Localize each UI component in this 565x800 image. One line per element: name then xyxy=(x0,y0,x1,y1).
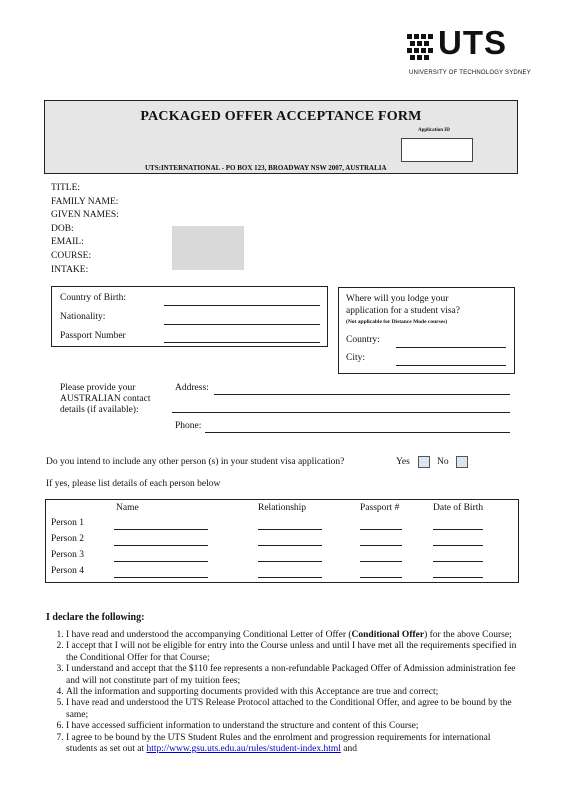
declaration-heading: I declare the following: xyxy=(46,612,145,623)
persons-instruction: If yes, please list details of each person below xyxy=(46,479,221,489)
contact-prompt-line1: Please provide your xyxy=(60,383,136,393)
student-rules-link[interactable]: http://www.gsu.uts.edu.au/rules/student-index.html xyxy=(146,744,341,755)
uts-logo xyxy=(407,24,531,90)
other-persons-question: Do you intend to include any other person (s) in your student visa application? xyxy=(46,457,345,467)
column-header-passport: Passport # xyxy=(360,503,400,513)
visa-lodgement-box xyxy=(338,287,515,374)
uts-logo-word: UTS xyxy=(438,24,507,61)
passport-number-label: Passport Number xyxy=(60,331,126,341)
declaration-item xyxy=(66,698,520,721)
declaration-item-bold: Conditional Offer xyxy=(351,630,425,640)
email-label: EMAIL: xyxy=(51,237,84,248)
given-names-label: GIVEN NAMES: xyxy=(51,210,119,221)
declaration-item-text: I have read and understood the UTS Release Protocol attached to the Conditional Offer, and agree to be bound by the same; xyxy=(66,698,512,720)
person-2-name-field[interactable] xyxy=(114,545,208,546)
declaration-item-text: I accept that I will not be eligible for entry into the Course unless and until I have met all the requirements specified in the Conditional Offer for that Course; xyxy=(66,641,517,663)
declaration-item-text: All the information and supporting documents provided with this Acceptance are true and correct; xyxy=(66,687,439,698)
contact-address-label: Address: xyxy=(175,383,209,393)
birth-details-box xyxy=(51,286,328,347)
title-label: TITLE: xyxy=(51,183,81,193)
person-row-label: Person 1 xyxy=(51,518,84,528)
passport-number-field[interactable] xyxy=(164,342,320,343)
column-header-relationship: Relationship xyxy=(258,503,307,513)
form-title: PACKAGED OFFER ACCEPTANCE FORM xyxy=(140,109,422,124)
declaration-item-text: I have accessed sufficient information to understand the structure and content of this Course; xyxy=(66,721,419,732)
contact-address-field-2[interactable] xyxy=(172,412,510,413)
person-row-label: Person 2 xyxy=(51,534,84,544)
contact-prompt-line2: AUSTRALIAN contact xyxy=(60,394,151,404)
declaration-item-text: I agree to be bound by the UTS Student Rules and the enrolment and progression requirements for international students as set out at xyxy=(66,732,491,755)
contact-prompt-line3: details (if available): xyxy=(60,405,139,415)
column-header-dob: Date of Birth xyxy=(433,503,484,513)
application-id-field[interactable] xyxy=(401,138,473,162)
dob-label: DOB: xyxy=(51,223,74,234)
uts-logo-mark-icon xyxy=(407,34,435,60)
visa-city-label: City: xyxy=(346,353,366,363)
no-label: No xyxy=(437,457,449,467)
person-1-dob-field[interactable] xyxy=(433,529,483,530)
course-label: COURSE: xyxy=(51,250,92,261)
declaration-item xyxy=(66,687,520,698)
visa-question-line1: Where will you lodge your xyxy=(346,294,449,304)
uts-logo-subtitle: UNIVERSITY OF TECHNOLOGY SYDNEY xyxy=(409,70,531,76)
person-1-name-field[interactable] xyxy=(114,529,208,530)
person-2-dob-field[interactable] xyxy=(433,545,483,546)
no-checkbox[interactable] xyxy=(456,456,468,468)
declaration-item xyxy=(66,721,520,732)
yes-label: Yes xyxy=(396,457,410,467)
intake-label: INTAKE: xyxy=(51,264,89,275)
person-3-passport-field[interactable] xyxy=(360,561,402,562)
contact-address-field-1[interactable] xyxy=(214,394,510,395)
person-1-passport-field[interactable] xyxy=(360,529,402,530)
nationality-field[interactable] xyxy=(164,324,320,325)
contact-phone-field[interactable] xyxy=(205,432,510,433)
person-4-name-field[interactable] xyxy=(114,577,208,578)
family-name-label: FAMILY NAME: xyxy=(51,196,119,207)
visa-note: (Not applicable for Distance Mode courses) xyxy=(346,319,448,325)
declaration-item xyxy=(66,733,520,756)
person-2-relationship-field[interactable] xyxy=(258,545,322,546)
redacted-area xyxy=(172,226,244,270)
column-header-name: Name xyxy=(116,503,139,513)
declaration-item-text: and xyxy=(340,744,357,755)
contact-prompt xyxy=(60,383,151,416)
visa-country-label: Country: xyxy=(346,335,380,345)
declaration-item xyxy=(66,664,520,687)
person-1-relationship-field[interactable] xyxy=(258,529,322,530)
person-4-dob-field[interactable] xyxy=(433,577,483,578)
contact-phone-label: Phone: xyxy=(175,421,202,431)
visa-city-field[interactable] xyxy=(396,365,506,366)
declaration-item xyxy=(66,641,520,664)
person-row-label: Person 3 xyxy=(51,550,84,560)
person-4-relationship-field[interactable] xyxy=(258,577,322,578)
header-address: UTS:INTERNATIONAL - PO BOX 123, BROADWAY NSW 2007, AUSTRALIA xyxy=(145,164,387,172)
visa-question-line2: application for a student visa? xyxy=(346,306,460,316)
declaration-item xyxy=(66,630,520,641)
person-4-passport-field[interactable] xyxy=(360,577,402,578)
person-3-relationship-field[interactable] xyxy=(258,561,322,562)
person-2-passport-field[interactable] xyxy=(360,545,402,546)
person-3-dob-field[interactable] xyxy=(433,561,483,562)
declaration-item-text: I have read and understood the accompanying Conditional Letter of Offer ( xyxy=(66,630,352,640)
country-of-birth-field[interactable] xyxy=(164,305,320,306)
declaration-item-text: ) for the above Course; xyxy=(424,630,512,640)
visa-country-field[interactable] xyxy=(396,347,506,348)
persons-table xyxy=(45,499,519,583)
personal-details xyxy=(51,183,119,278)
application-id-label: Application ID xyxy=(418,128,450,133)
person-row-label: Person 4 xyxy=(51,566,84,576)
country-of-birth-label: Country of Birth: xyxy=(60,293,126,303)
form-header xyxy=(44,100,518,174)
nationality-label: Nationality: xyxy=(60,312,106,322)
declaration-list xyxy=(42,630,520,755)
declaration-item-text: I understand and accept that the $110 fee represents a non-refundable Packaged Offer of Admission administration fee and will not constitute part of my tuition fees; xyxy=(66,664,516,686)
person-3-name-field[interactable] xyxy=(114,561,208,562)
yes-checkbox[interactable] xyxy=(418,456,430,468)
